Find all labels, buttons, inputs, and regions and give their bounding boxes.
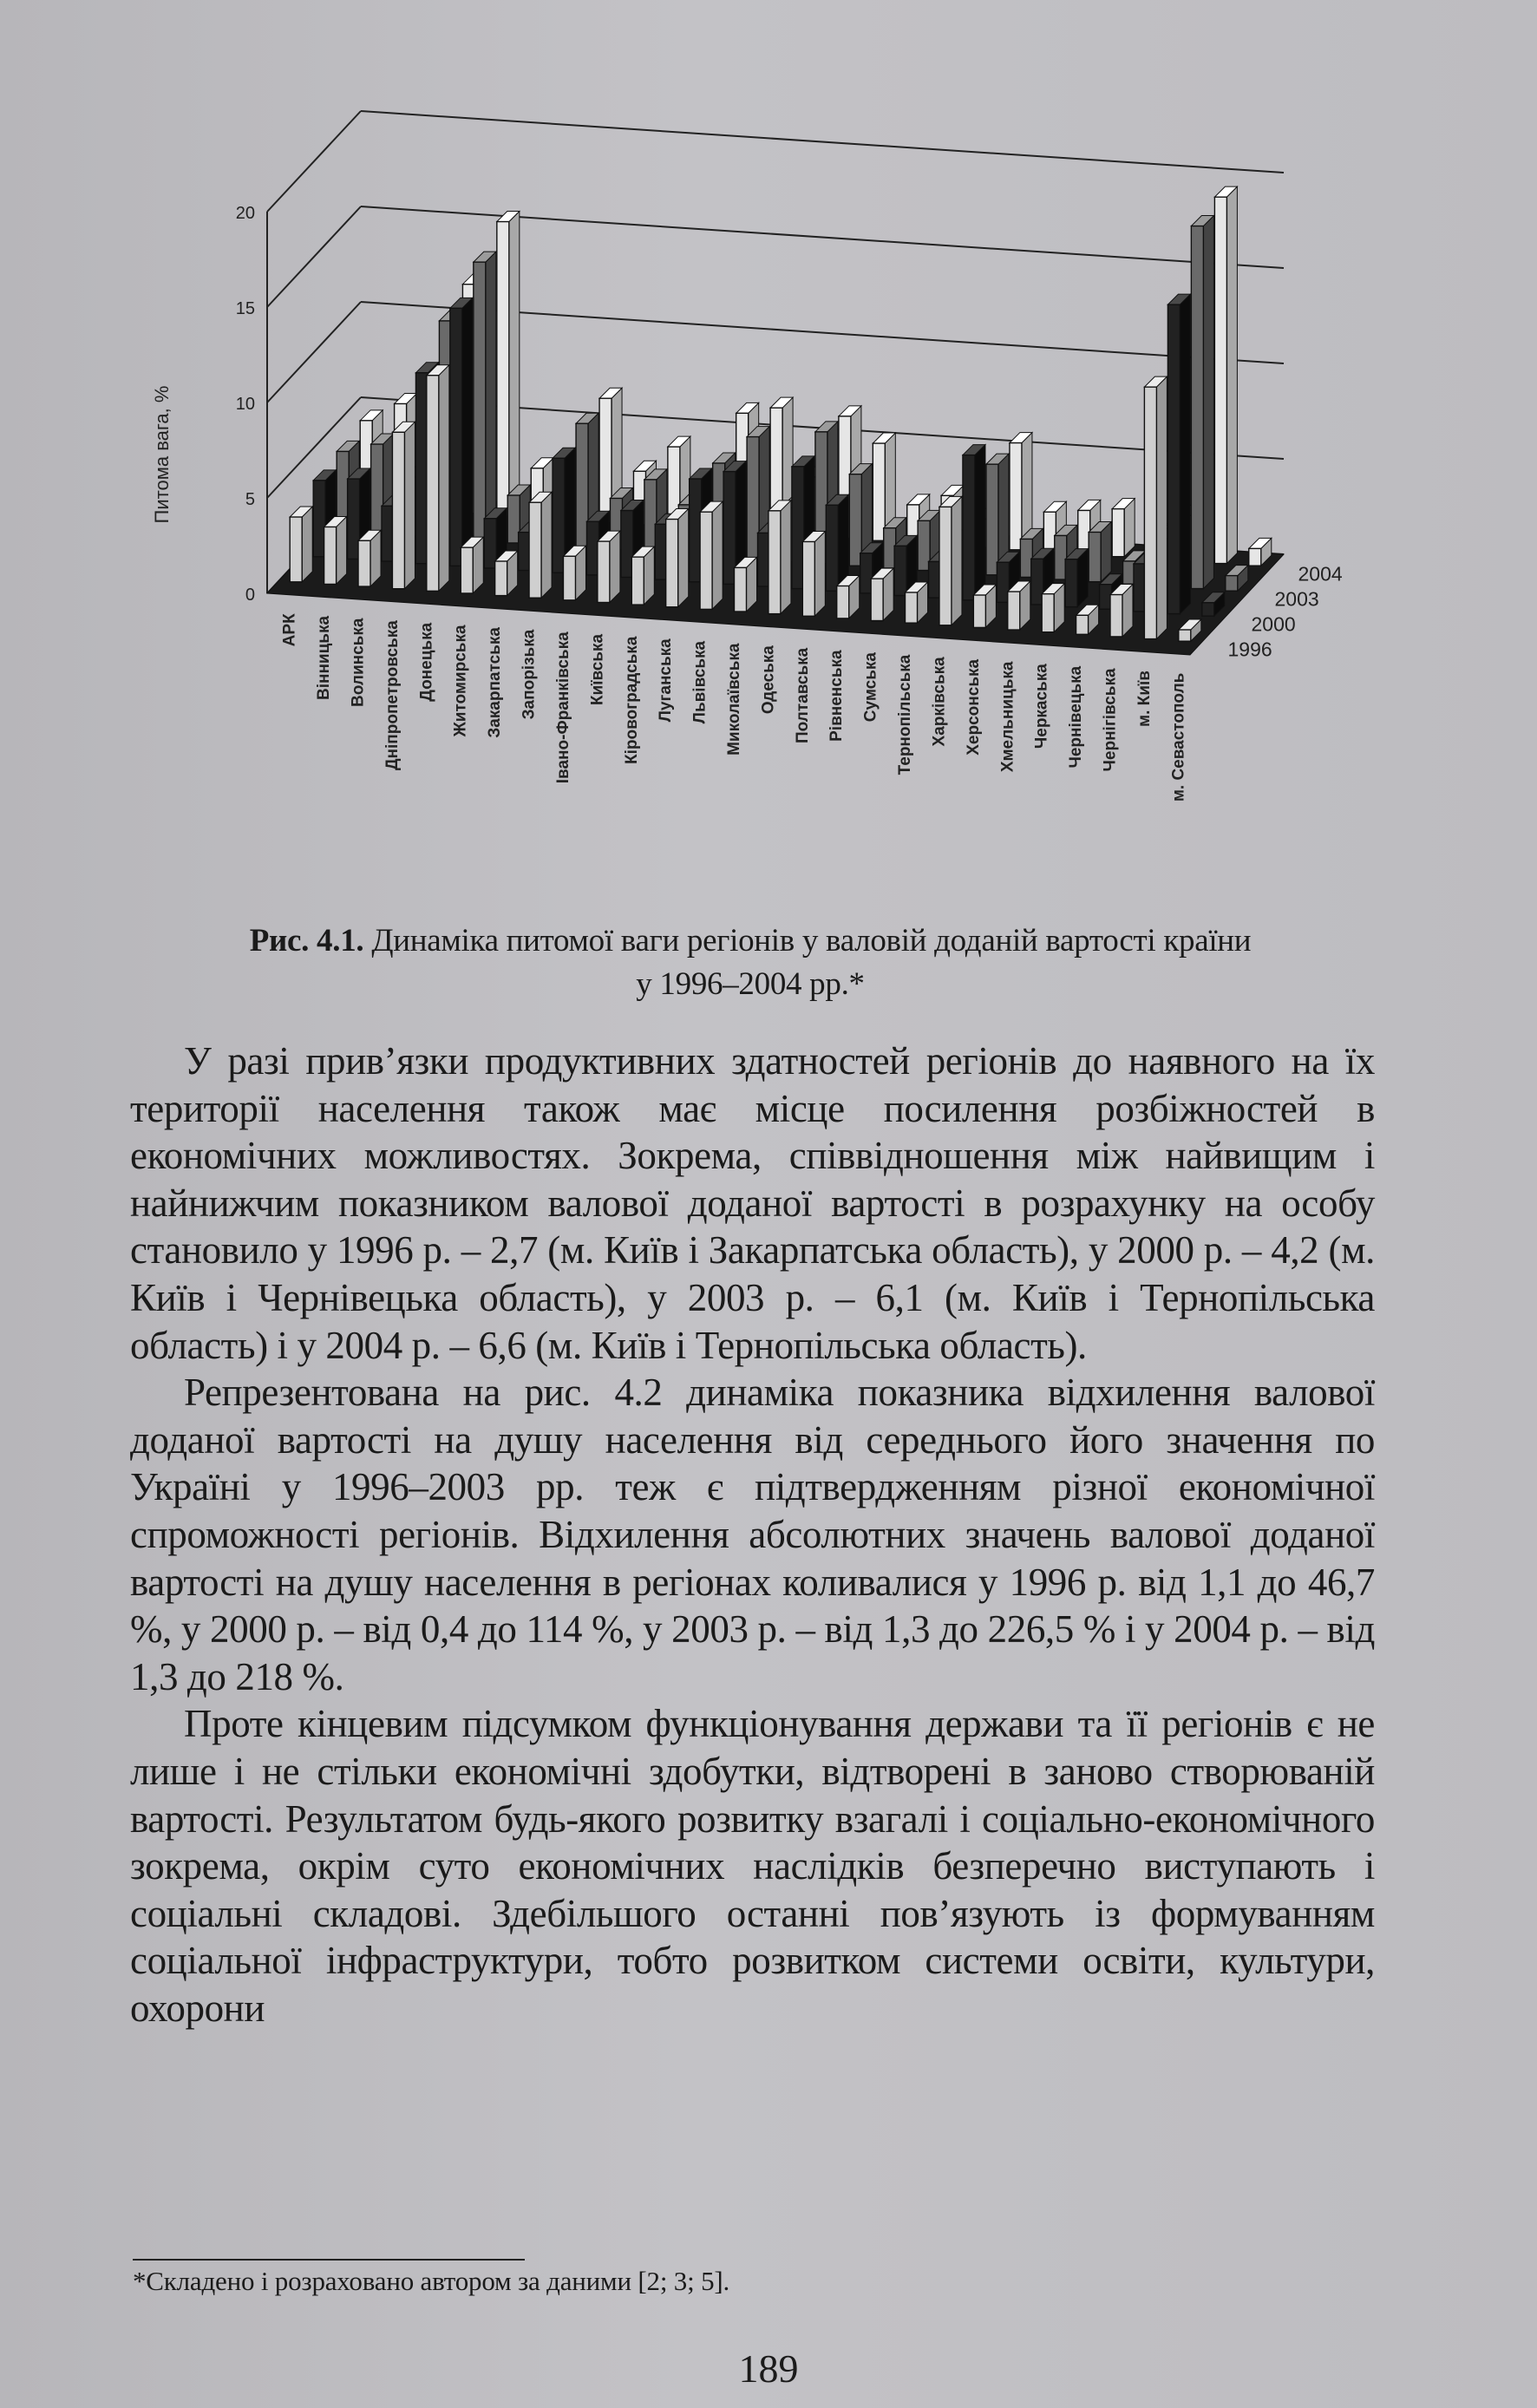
category-label: АРК [280, 613, 299, 647]
bar [358, 530, 381, 586]
category-label: Сумська [861, 652, 880, 723]
bar [1065, 549, 1088, 607]
bar-side [462, 298, 473, 566]
bar [1042, 584, 1064, 632]
gridline [361, 111, 1284, 173]
bar [1214, 186, 1237, 563]
paragraph: Репрезентована на рис. 4.2 динаміка показника відхилення валової доданої вартості на душу населення від середнього його значення по Україні у 1996–2003 рр. теж є підтвердженням різної економічної спроможності регіонів. Відхилення абсолютних значень валової доданої вартості на душу населення в регіонах коливалися у 1996 р. від 1,1 до 46,7 %, у 2000 р. – від 0,4 до 114 %, у 2003 р. – від 1,3 до 226,5 % і у 2004 р. – від 1,3 до 218 %. [130, 1371, 1375, 1698]
bar [768, 501, 791, 614]
footnote: *Складено і розраховано автором за даними [2; 3; 5]. [133, 2266, 730, 2296]
bar-front [495, 561, 507, 596]
bar-front [849, 474, 861, 566]
bar [802, 531, 825, 616]
bar-front [1144, 387, 1156, 638]
bar-front [474, 262, 486, 540]
bar-front [1214, 197, 1226, 563]
bar-front [871, 579, 883, 620]
bar-chart-3d [0, 0, 1537, 919]
category-label: Полтавська [793, 647, 812, 744]
category-label: Запорізька [520, 629, 539, 720]
bar [700, 501, 723, 609]
bar-side [975, 445, 985, 600]
bar [598, 531, 620, 602]
bar-front [837, 586, 849, 618]
category-label: Кіровоградська [622, 636, 641, 764]
y-tick-label: 10 [235, 395, 255, 414]
category-label: Миколаївська [725, 643, 743, 756]
bar-side [952, 496, 962, 625]
bar-side [712, 501, 723, 609]
bar-front [497, 222, 509, 516]
bar-front [1226, 576, 1238, 592]
bar [427, 365, 449, 592]
bar [1144, 376, 1167, 638]
bar-front [1167, 304, 1180, 613]
bar [826, 494, 848, 591]
bar-front [1008, 592, 1020, 630]
bar [450, 298, 473, 566]
bar [1112, 499, 1135, 557]
y-tick-label: 15 [235, 299, 255, 318]
category-label: Харківська [930, 657, 949, 747]
bar-front [1202, 603, 1214, 616]
bar-side [541, 492, 552, 598]
y-tick-label: 5 [245, 490, 255, 509]
bar-side [509, 212, 520, 516]
category-label: Черкаська [1032, 664, 1051, 749]
bar-front [894, 546, 906, 595]
bar-front [450, 308, 462, 566]
bar-front [1065, 559, 1077, 607]
bar-side [1203, 216, 1213, 589]
bar [837, 575, 860, 618]
paragraph: Проте кінцевим підсумком функціонування держави та її регіонів є не лише і не стільки економічні здобутки, відтворені в заново створюваній вартості. Результатом будь-якого розвитку взагалі і соціально-економічного зокрема, окрім суто економічних наслідків безперечно виступають і соціальні складові. Здебільшого останні пов’язують із формуванням соціальної інфраструктури, тобто розвитком системи освіти, культури, охорони [130, 1702, 1375, 2030]
bar-front [1249, 548, 1261, 566]
bar-front [392, 432, 404, 588]
caption-line-2: у 1996–2004 рр.* [636, 966, 865, 1002]
bar [871, 568, 893, 620]
bar-front [529, 502, 541, 598]
y-tick-label: 0 [245, 586, 255, 605]
bar-side [781, 501, 791, 614]
bar-front [324, 527, 337, 584]
category-label: Рівненська [827, 650, 847, 742]
legend-series-label: 2004 [1298, 562, 1343, 586]
bar-front [1179, 630, 1191, 641]
category-label: Херсонська [964, 658, 983, 756]
bar [495, 551, 518, 596]
bar-front [1110, 595, 1122, 637]
y-tick-label: 20 [235, 204, 255, 223]
bar-side [678, 509, 689, 607]
bar [666, 509, 689, 607]
bar-front [553, 458, 565, 573]
category-label: Вінницька [315, 615, 334, 701]
bar-front [826, 505, 838, 591]
bar [1089, 521, 1111, 581]
bar-front [873, 443, 885, 540]
bar-side [302, 507, 312, 582]
category-label: Чернігівська [1101, 668, 1120, 772]
category-label: Івано-Франківська [553, 631, 572, 784]
gridline-side [267, 111, 361, 212]
category-label: Дніпропетровська [383, 620, 402, 771]
bar-front [700, 512, 712, 609]
bar [1008, 581, 1030, 630]
figure-label: Рис. 4.1. [249, 923, 364, 959]
bar-front [1089, 532, 1101, 581]
body-text [130, 1037, 1375, 2032]
bar-side [439, 365, 449, 592]
bar [324, 516, 347, 584]
figure-caption [139, 919, 1362, 1006]
bar-front [598, 541, 610, 602]
category-label: Тернопільська [896, 654, 915, 775]
bar-front [427, 376, 439, 592]
paragraph: У разі прив’язки продуктивних здатностей регіонів до наявного на їх території населення також має місце посилення розбіжностей в економічних можливостях. Зокрема, співвідношення між найвищим і найнижчим показником валової доданої вартості в розрахунку на особу становило у 1996 р. – 2,7 (м. Київ і Закарпатська область), у 2000 р. – 4,2 (м. Київ і Чернівецька область), у 2003 р. – 6,1 (м. Київ і Тернопільська область) і у 2004 р. – 6,6 (м. Київ і Тернопільська область). [130, 1039, 1375, 1367]
bar [973, 585, 996, 627]
bar-front [906, 592, 918, 623]
bar-front [1010, 443, 1022, 550]
bar-side [486, 252, 496, 540]
category-label: Житомирська [451, 625, 470, 737]
bar [529, 492, 552, 598]
page-number: 189 [738, 2346, 799, 2391]
bar-front [563, 556, 575, 600]
bar-front [1191, 226, 1203, 589]
bar [474, 252, 496, 540]
bar [461, 537, 483, 593]
bar-side [1156, 376, 1167, 638]
bar-side [337, 516, 347, 584]
category-label: Закарпатська [486, 627, 505, 738]
bar [290, 507, 312, 582]
legend-series-label: 2003 [1274, 587, 1319, 611]
category-label: Волинська [349, 618, 368, 707]
caption-line-1: Динаміка питомої ваги регіонів у валовій доданій вартості країни [371, 923, 1252, 959]
bar-front [1042, 594, 1054, 632]
bar [1110, 585, 1133, 637]
bar [497, 212, 520, 516]
bar-front [666, 520, 678, 607]
category-label: м. Київ [1135, 671, 1154, 727]
bar-front [802, 541, 814, 616]
bar-front [290, 517, 302, 582]
gridline-side [267, 206, 361, 307]
bar-side [1180, 294, 1190, 613]
bar-front [1112, 509, 1124, 557]
bar-front [768, 511, 781, 614]
bar-front [963, 455, 975, 600]
category-label: Чернівецька [1067, 665, 1086, 769]
bar [631, 546, 654, 605]
category-label: Хмельницька [998, 661, 1017, 773]
bar [392, 422, 415, 588]
category-label: Київська [588, 633, 607, 706]
bar [963, 445, 985, 600]
bar [563, 546, 585, 600]
bar [1191, 216, 1213, 589]
bar-side [1226, 186, 1237, 563]
bar-front [461, 547, 473, 593]
gridline-side [267, 302, 361, 402]
bar-front [735, 567, 747, 612]
bar-front [986, 464, 998, 575]
bar-front [1076, 615, 1089, 634]
category-label: Луганська [657, 638, 676, 723]
footnote-divider [133, 2259, 525, 2261]
category-label: Одеська [759, 645, 778, 715]
bar-front [631, 557, 644, 605]
legend-series-label: 2000 [1251, 612, 1296, 636]
bar-front [939, 507, 952, 625]
bar [1167, 294, 1190, 613]
category-label: Донецька [417, 622, 436, 702]
legend-series-label: 1996 [1227, 638, 1272, 661]
bar [735, 557, 757, 612]
bar-front [358, 540, 370, 586]
bar-side [814, 531, 825, 616]
bar [939, 496, 962, 625]
bar-front [973, 595, 985, 627]
category-label: м. Севастополь [1169, 672, 1188, 802]
y-axis-title: Питома вага, % [151, 385, 173, 524]
bar-side [404, 422, 415, 588]
category-label: Львівська [690, 640, 710, 724]
bar-side [610, 531, 620, 602]
